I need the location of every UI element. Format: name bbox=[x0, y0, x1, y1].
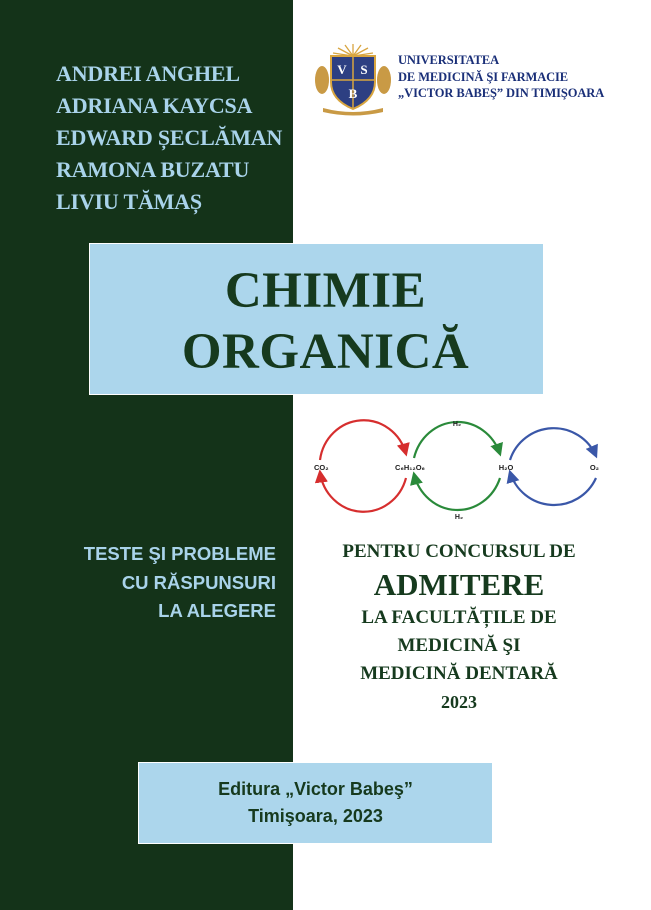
book-title-line-2: ORGANICĂ bbox=[181, 324, 470, 380]
author-name: LIVIU TĂMAȘ bbox=[56, 189, 202, 214]
purpose-line-5: MEDICINĂ DENTARĂ bbox=[360, 663, 558, 684]
purpose-line-3: LA FACULTĂȚILE DE bbox=[361, 607, 557, 628]
label-glucose: C₆H₁₂O₆ bbox=[395, 463, 425, 472]
label-o2: O₂ bbox=[589, 463, 599, 472]
blue-cycle-top-arrow bbox=[510, 428, 596, 460]
label-h2o: H₂O bbox=[498, 463, 514, 472]
author-name: ANDREI ANGHEL bbox=[56, 61, 240, 86]
blue-cycle-bottom-arrow bbox=[510, 472, 596, 505]
left-subtitle-line: CU RĂSPUNSURI bbox=[121, 571, 276, 593]
purpose-line-1: PENTRU CONCURSUL DE bbox=[342, 541, 576, 562]
publisher-box bbox=[138, 762, 493, 844]
crest-letter-s: S bbox=[360, 62, 368, 77]
author-list bbox=[56, 58, 282, 218]
author-name: EDWARD ȘECLĂMAN bbox=[56, 125, 283, 150]
red-cycle-bottom-arrow bbox=[320, 472, 406, 512]
university-name bbox=[398, 52, 604, 102]
purpose-admitere: ADMITERE bbox=[373, 567, 545, 602]
author-name: ADRIANA KAYCSA bbox=[56, 93, 253, 118]
left-subtitle bbox=[84, 540, 276, 626]
publisher-place-year: Timişoara, 2023 bbox=[248, 806, 383, 826]
admission-purpose bbox=[296, 538, 622, 716]
label-co2: CO₂ bbox=[314, 463, 329, 472]
reaction-cycle-diagram bbox=[300, 408, 610, 533]
left-subtitle-line: TESTE ŞI PROBLEME bbox=[83, 543, 276, 564]
book-title-line-1: CHIMIE bbox=[224, 263, 427, 319]
university-crest-icon bbox=[313, 42, 393, 116]
purpose-line-4: MEDICINĂ ŞI bbox=[397, 635, 521, 656]
crest-letter-b: B bbox=[348, 86, 358, 101]
crest-letter-v: V bbox=[337, 62, 347, 77]
purpose-year: 2023 bbox=[441, 692, 477, 712]
university-name-line: DE MEDICINĂ ŞI FARMACIE bbox=[398, 69, 569, 84]
left-subtitle-line: LA ALEGERE bbox=[158, 600, 276, 621]
university-name-line: UNIVERSITATEA bbox=[398, 53, 500, 67]
university-name-line: „VICTOR BABEŞ” DIN TIMIŞOARA bbox=[398, 86, 605, 100]
author-name: RAMONA BUZATU bbox=[56, 157, 250, 182]
green-cycle-bottom-arrow bbox=[414, 474, 500, 510]
publisher-name: Editura „Victor Babeş” bbox=[218, 779, 413, 799]
label-h2-top: H₂ bbox=[452, 421, 462, 428]
red-cycle-top-arrow bbox=[320, 420, 406, 460]
label-h2-bottom: H₂ bbox=[454, 514, 464, 521]
